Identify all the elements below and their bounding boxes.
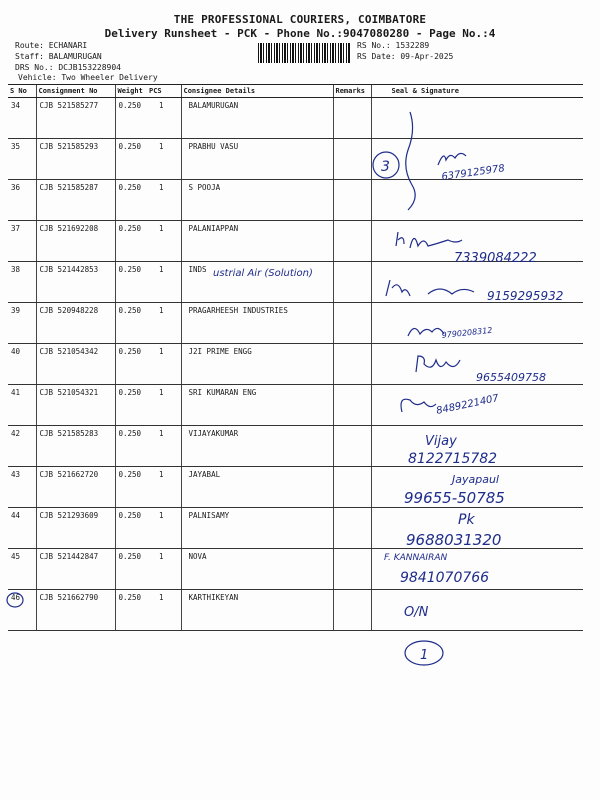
footer-circle-mark	[405, 641, 443, 665]
row37-phone: 7339084222	[454, 251, 537, 266]
rs-date: RS Date: 09-Apr-2025	[357, 52, 454, 61]
cell-weight: 0.250	[115, 426, 147, 467]
row38-name-note: ustrial Air (Solution)	[213, 268, 313, 279]
cell-consignee: J2I PRIME ENGG	[181, 344, 333, 385]
staff-label: Staff: BALAMURUGAN	[15, 52, 102, 61]
cell-consignment-no: CJB 521692208	[36, 221, 115, 262]
table-row	[8, 590, 583, 631]
row35-circled-number: 3	[381, 159, 390, 175]
cell-pcs: 1	[147, 385, 181, 426]
cell-consignment-no: CJB 521585293	[36, 139, 115, 180]
cell-weight: 0.250	[115, 98, 147, 139]
cell-pcs: 1	[147, 303, 181, 344]
cell-sno: 40	[8, 344, 36, 385]
table-row	[8, 180, 583, 221]
row43-phone: 99655-50785	[404, 489, 505, 507]
cell-weight: 0.250	[115, 549, 147, 590]
cell-pcs: 1	[147, 262, 181, 303]
table-row	[8, 385, 583, 426]
drs-number: DRS No.: DCJB153228904	[15, 63, 121, 72]
cell-signature	[371, 590, 583, 631]
cell-consignment-no: CJB 521585283	[36, 426, 115, 467]
cell-weight: 0.250	[115, 180, 147, 221]
cell-signature	[371, 180, 583, 221]
barcode	[258, 43, 350, 63]
cell-consignee: S POOJA	[181, 180, 333, 221]
table-row	[8, 98, 583, 139]
cell-consignee: INDS	[181, 262, 333, 303]
header-consignee: Consignee Details	[181, 85, 333, 98]
runsheet-table	[8, 84, 583, 631]
cell-consignment-no: CJB 520948228	[36, 303, 115, 344]
cell-weight: 0.250	[115, 139, 147, 180]
cell-weight: 0.250	[115, 508, 147, 549]
cell-signature	[371, 139, 583, 180]
table-row	[8, 139, 583, 180]
cell-weight: 0.250	[115, 385, 147, 426]
cell-remarks	[333, 590, 371, 631]
cell-sno: 34	[8, 98, 36, 139]
cell-sno: 42	[8, 426, 36, 467]
cell-pcs: 1	[147, 344, 181, 385]
header-signature: Seal & Signature	[371, 85, 583, 98]
header-consignment: Consignment No	[36, 85, 115, 98]
cell-consignee: VIJAYAKUMAR	[181, 426, 333, 467]
cell-weight: 0.250	[115, 221, 147, 262]
cell-pcs: 1	[147, 98, 181, 139]
table-row	[8, 262, 583, 303]
table-row	[8, 549, 583, 590]
footer-circled-number: 1	[420, 648, 429, 663]
cell-pcs: 1	[147, 590, 181, 631]
cell-sno: 35	[8, 139, 36, 180]
cell-sno: 43	[8, 467, 36, 508]
runsheet-subtitle: Delivery Runsheet - PCK - Phone No.:9047080280 - Page No.:4	[104, 27, 496, 40]
row43-name: Jayapaul	[452, 473, 499, 486]
table-header-row	[8, 85, 583, 98]
cell-remarks	[333, 139, 371, 180]
cell-sno: 38	[8, 262, 36, 303]
cell-signature	[371, 98, 583, 139]
cell-signature	[371, 549, 583, 590]
cell-remarks	[333, 262, 371, 303]
route-label: Route: ECHANARI	[15, 41, 88, 50]
cell-consignment-no: CJB 521054342	[36, 344, 115, 385]
table-row	[8, 344, 583, 385]
cell-signature	[371, 426, 583, 467]
cell-weight: 0.250	[115, 303, 147, 344]
table-row	[8, 467, 583, 508]
cell-consignment-no: CJB 521293609	[36, 508, 115, 549]
cell-pcs: 1	[147, 467, 181, 508]
cell-weight: 0.250	[115, 262, 147, 303]
cell-consignment-no: CJB 521662790	[36, 590, 115, 631]
header-pcs: PCS	[147, 85, 181, 98]
table-row	[8, 221, 583, 262]
cell-sno: 37	[8, 221, 36, 262]
cell-sno: 46	[8, 590, 36, 631]
cell-remarks	[333, 508, 371, 549]
row42-phone: 8122715782	[408, 451, 498, 467]
row45-phone: 9841070766	[400, 570, 490, 586]
row45-name: F. KANNAIRAN	[384, 553, 448, 563]
cell-signature	[371, 385, 583, 426]
cell-remarks	[333, 467, 371, 508]
cell-pcs: 1	[147, 180, 181, 221]
row44-signature: Pk	[458, 512, 475, 528]
cell-signature	[371, 262, 583, 303]
cell-sno: 41	[8, 385, 36, 426]
cell-consignment-no: CJB 521585287	[36, 180, 115, 221]
cell-consignment-no: CJB 521585277	[36, 98, 115, 139]
cell-consignee: PRABHU VASU	[181, 139, 333, 180]
cell-consignee: PALANIAPPAN	[181, 221, 333, 262]
cell-sno: 39	[8, 303, 36, 344]
row39-phone: 9790208312	[441, 325, 493, 340]
cell-remarks	[333, 98, 371, 139]
cell-pcs: 1	[147, 508, 181, 549]
header-weight: Weight	[115, 85, 147, 98]
cell-consignee: SRI KUMARAN ENG	[181, 385, 333, 426]
cell-consignee: JAYABAL	[181, 467, 333, 508]
cell-remarks	[333, 549, 371, 590]
header-sno: S No	[8, 85, 36, 98]
header-remarks: Remarks	[333, 85, 371, 98]
row46-mark: O/N	[404, 605, 429, 620]
vehicle-label: Vehicle: Two Wheeler Delivery	[18, 73, 158, 82]
cell-consignee: NOVA	[181, 549, 333, 590]
cell-remarks	[333, 303, 371, 344]
row42-name: Vijay	[425, 434, 457, 449]
cell-signature	[371, 467, 583, 508]
cell-sno: 45	[8, 549, 36, 590]
cell-weight: 0.250	[115, 590, 147, 631]
cell-weight: 0.250	[115, 467, 147, 508]
row44-phone: 9688031320	[406, 531, 502, 549]
cell-pcs: 1	[147, 549, 181, 590]
cell-consignment-no: CJB 521054321	[36, 385, 115, 426]
cell-remarks	[333, 426, 371, 467]
cell-consignment-no: CJB 521662720	[36, 467, 115, 508]
company-title: THE PROFESSIONAL COURIERS, COIMBATORE	[173, 13, 427, 26]
row41-phone: 8489221407	[435, 392, 500, 417]
cell-signature	[371, 508, 583, 549]
cell-pcs: 1	[147, 221, 181, 262]
cell-consignee: BALAMURUGAN	[181, 98, 333, 139]
cell-sno: 44	[8, 508, 36, 549]
cell-consignee: KARTHIKEYAN	[181, 590, 333, 631]
cell-remarks	[333, 344, 371, 385]
cell-signature	[371, 344, 583, 385]
cell-remarks	[333, 221, 371, 262]
table-row	[8, 303, 583, 344]
cell-remarks	[333, 385, 371, 426]
cell-signature	[371, 303, 583, 344]
row35-phone: 6379125978	[440, 163, 506, 183]
cell-consignee: PALNISAMY	[181, 508, 333, 549]
cell-pcs: 1	[147, 426, 181, 467]
rs-number: RS No.: 1532289	[357, 41, 430, 50]
cell-remarks	[333, 180, 371, 221]
cell-consignment-no: CJB 521442847	[36, 549, 115, 590]
table-row	[8, 426, 583, 467]
cell-consignee: PRAGARHEESH INDUSTRIES	[181, 303, 333, 344]
row38-phone: 9159295932	[487, 289, 564, 303]
row40-phone: 9655409758	[476, 371, 546, 384]
cell-signature	[371, 221, 583, 262]
cell-sno: 36	[8, 180, 36, 221]
cell-consignment-no: CJB 521442853	[36, 262, 115, 303]
table-row	[8, 508, 583, 549]
cell-pcs: 1	[147, 139, 181, 180]
cell-weight: 0.250	[115, 344, 147, 385]
